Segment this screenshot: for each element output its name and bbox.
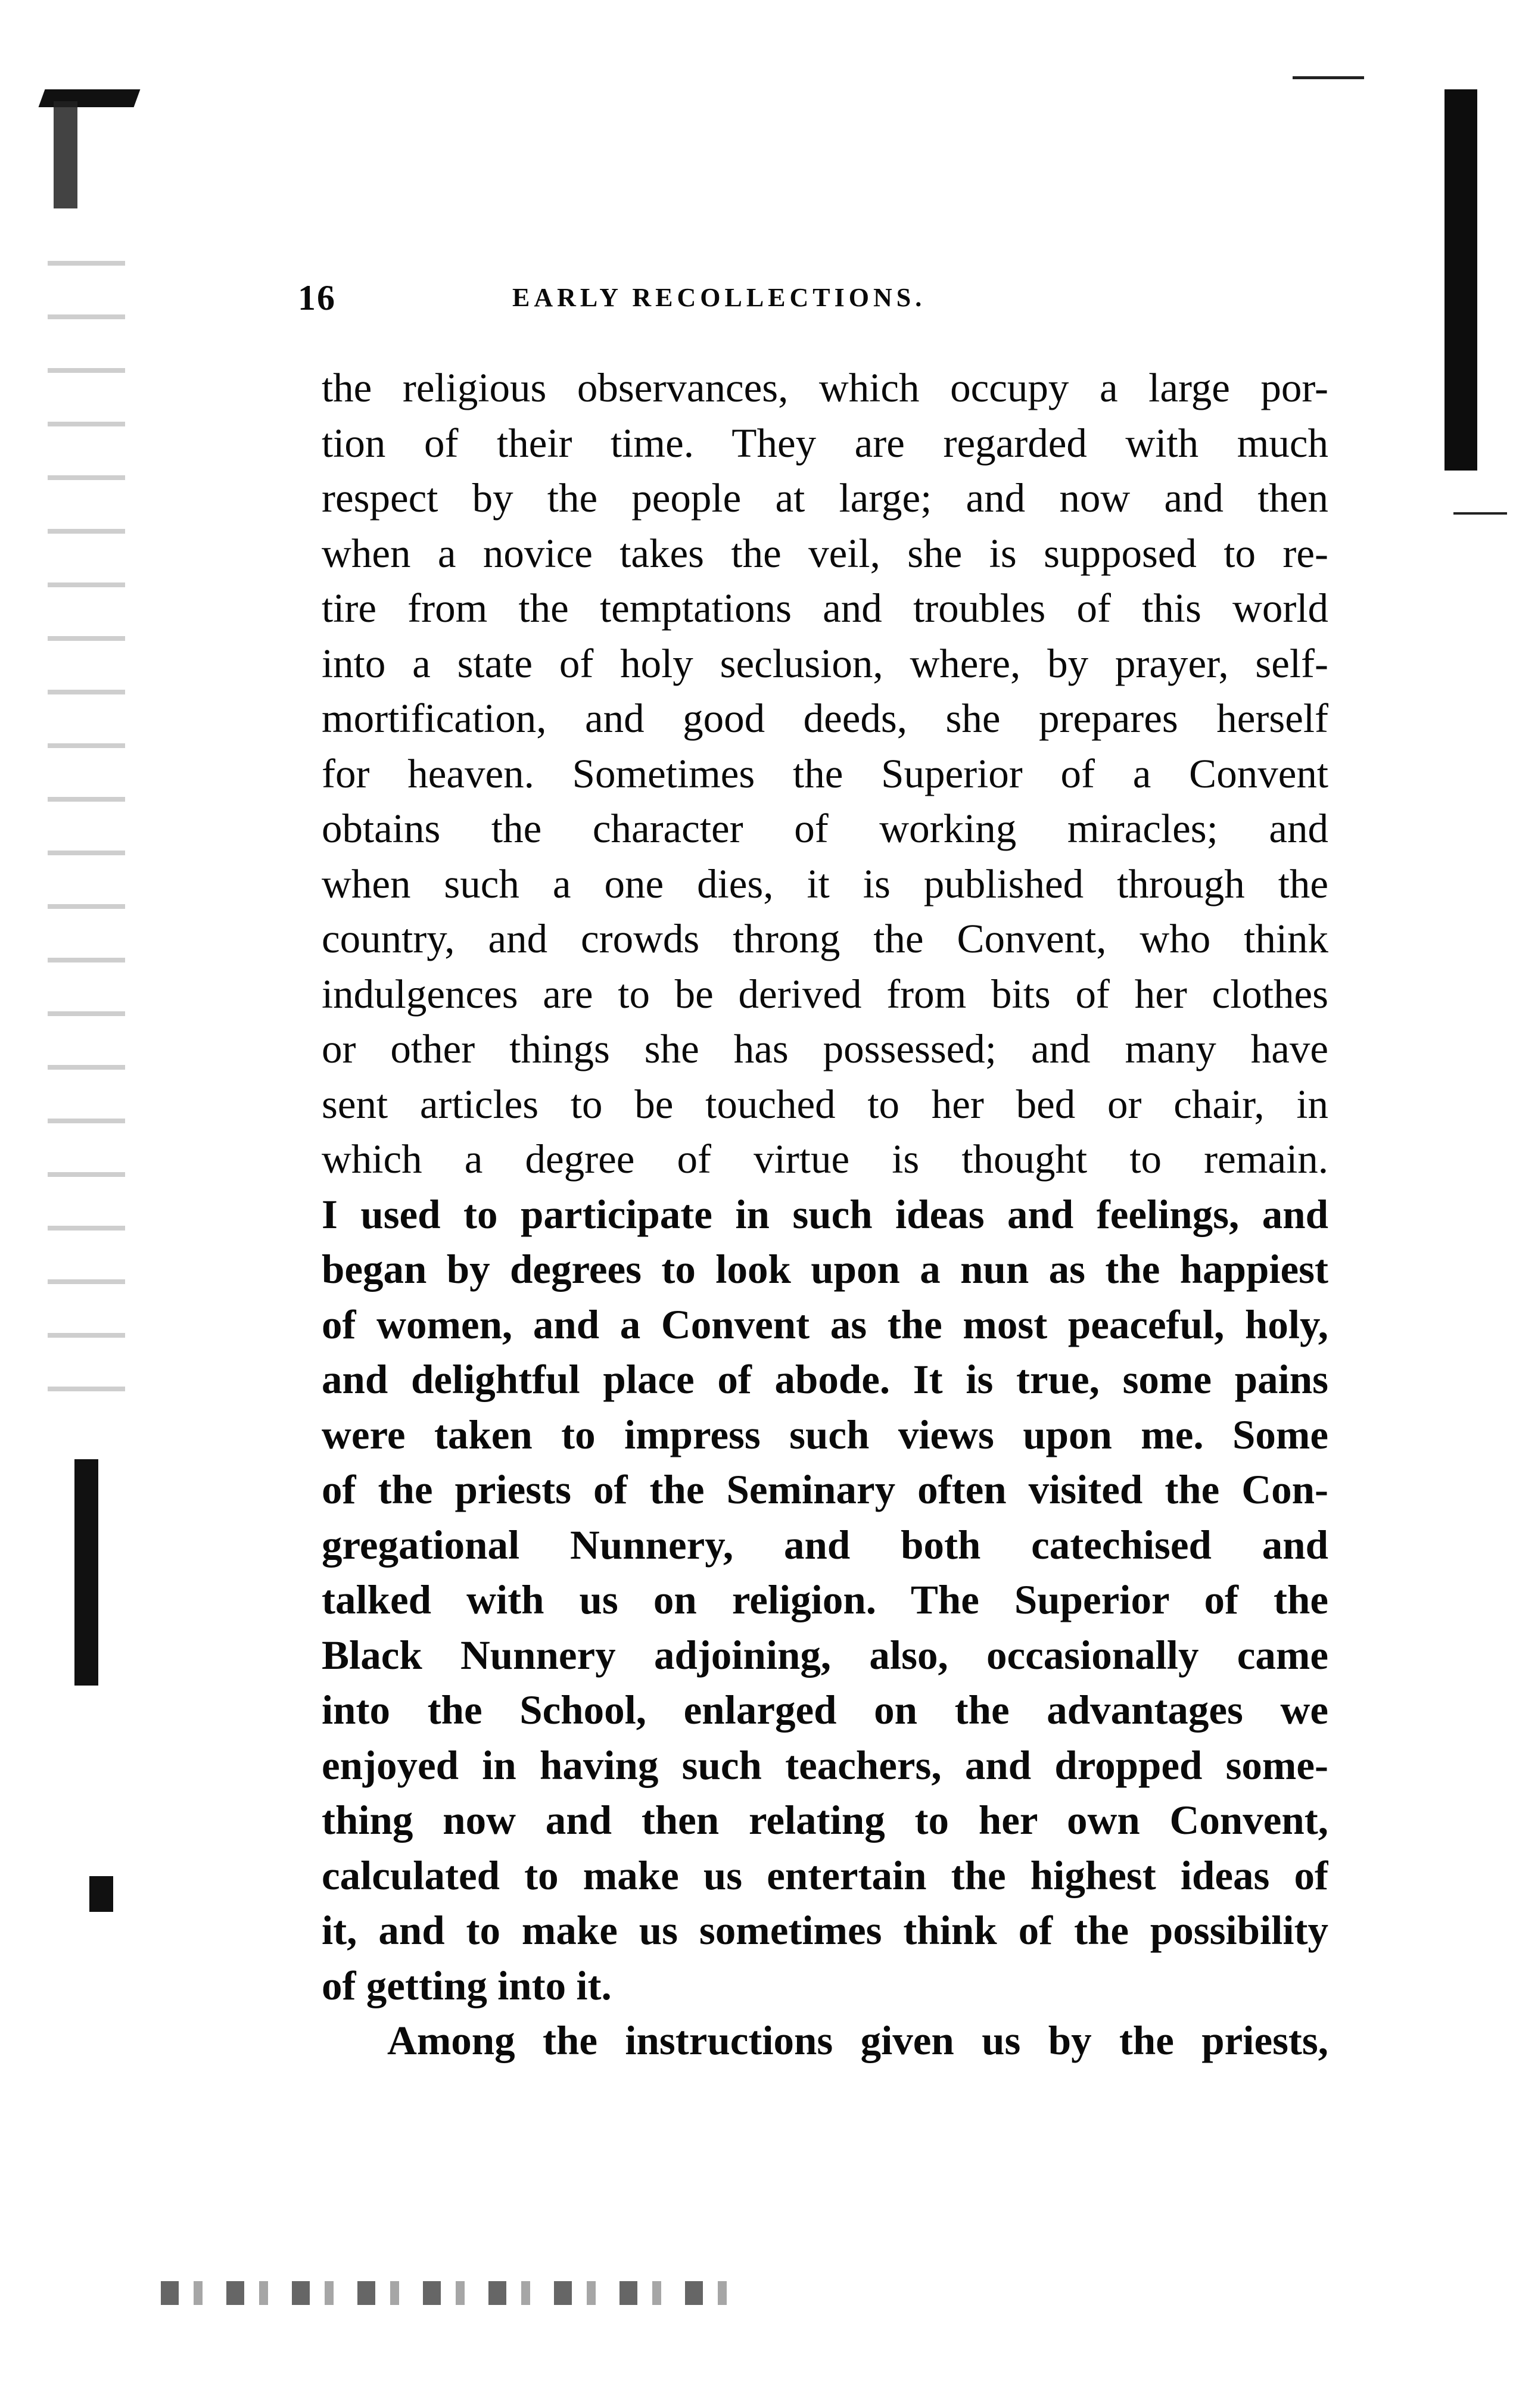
scan-edge-noise [161, 2281, 745, 2305]
text-line: which a degree of virtue is thought to remain. [322, 1136, 1328, 1182]
text-line: country, and crowds throng the Convent, who think [322, 916, 1328, 961]
text-line: obtains the character of working miracles; and [322, 806, 1328, 851]
text-line: tion of their time. They are regarded with much [322, 420, 1328, 466]
text-line: talked with us on religion. The Superior of the [322, 1577, 1328, 1622]
text-line: when such a one dies, it is published through the [322, 861, 1328, 906]
text-line: sent articles to be touched to her bed or chair, in [322, 1081, 1328, 1127]
text-line: into the School, enlarged on the advantages we [322, 1687, 1328, 1733]
text-line: Black Nunnery adjoining, also, occasionally came [322, 1632, 1328, 1678]
text-line: the religious observances, which occupy a large por- [322, 365, 1328, 410]
text-line: began by degrees to look upon a nun as the happiest [322, 1247, 1328, 1292]
scan-edge-artifact [1444, 89, 1477, 471]
scan-edge-artifact [1453, 512, 1507, 515]
text-line: of getting into it. [322, 1962, 612, 2008]
running-head [298, 274, 1370, 322]
text-line: and delightful place of abode. It is true, some pains [322, 1357, 1328, 1402]
scan-edge-artifact [74, 1459, 98, 1686]
text-line: it, and to make us sometimes think of the possibility [322, 1908, 1328, 1953]
scan-edge-artifact [54, 101, 77, 208]
running-title: EARLY RECOLLECTIONS. [512, 283, 926, 312]
scan-edge-artifact [89, 1876, 113, 1912]
text-line: Among the instructions given us by the priests, [387, 2018, 1328, 2063]
text-line: respect by the people at large; and now and then [322, 475, 1328, 521]
body-text [322, 360, 1328, 2069]
text-line: for heaven. Sometimes the Superior of a Convent [322, 750, 1328, 796]
text-line: thing now and then relating to her own Convent, [322, 1798, 1328, 1843]
page-number: 16 [298, 278, 336, 317]
text-line: enjoyed in having such teachers, and dropped some- [322, 1742, 1328, 1788]
text-line: when a novice takes the veil, she is supposed to re- [322, 530, 1328, 576]
text-line: of the priests of the Seminary often visited the Con- [322, 1467, 1328, 1512]
scan-edge-noise [48, 238, 125, 1429]
text-line: calculated to make us entertain the highest ideas of [322, 1852, 1328, 1898]
text-line: or other things she has possessed; and many have [322, 1026, 1328, 1071]
text-line: of women, and a Convent as the most peaceful, holy, [322, 1301, 1328, 1347]
text-line: tire from the temptations and troubles of this world [322, 585, 1328, 631]
text-line: gregational Nunnery, and both catechised and [322, 1522, 1328, 1568]
text-line: into a state of holy seclusion, where, by prayer, self- [322, 640, 1328, 686]
text-line: indulgences are to be derived from bits of her clothes [322, 971, 1328, 1017]
text-line: I used to participate in such ideas and feelings, and [322, 1191, 1328, 1237]
scan-edge-artifact [1293, 76, 1364, 79]
text-line: were taken to impress such views upon me. Some [322, 1412, 1328, 1457]
text-line: mortification, and good deeds, she prepares herself [322, 696, 1328, 741]
